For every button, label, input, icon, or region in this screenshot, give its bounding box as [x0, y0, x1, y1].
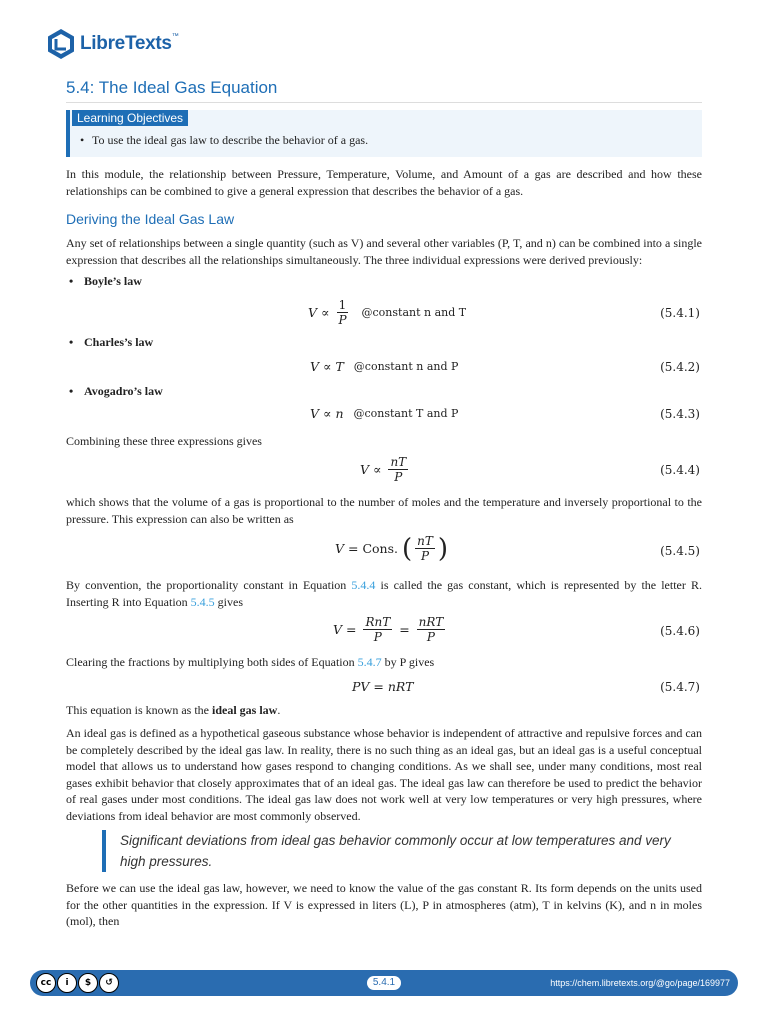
equation-number: (5.4.2): [660, 360, 700, 374]
equation-number: (5.4.7): [660, 680, 700, 694]
paragraph-ideal-gas-definition: An ideal gas is defined as a hypothetical gaseous substance whose behavior is independent of attractive and repulsive forces and can be completely described by the ideal gas law. In reality, there is no such thing as an ideal gas, but an ideal gas is a useful conceptual model that allows us to understand how gases respond to changing conditions. As we shall see, under many conditions, most real gases exhibit behavior that closely approximates that of an ideal gas. The ideal gas law can therefore be used to predict the behavior of real gases under most conditions. The ideal gas law does not work well at very low temperatures or very high pressures, where deviations from ideal behavior are most commonly observed.: [66, 726, 702, 823]
paragraph-combining: Combining these three expressions gives: [66, 434, 262, 448]
learning-objectives-tag: Learning Objectives: [72, 110, 188, 126]
equation-link[interactable]: 5.4.5: [190, 594, 215, 609]
logo-text: LibreTexts™: [80, 33, 179, 54]
list-item-boyle: • Boyle’s law: [84, 274, 142, 289]
sa-icon: ↺: [99, 973, 119, 993]
condition-text: @constant n and P: [353, 360, 459, 373]
equation-number: (5.4.1): [660, 306, 700, 320]
intro-paragraph: In this module, the relationship between Pressure, Temperature, Volume, and Amount of a gas are described and how these relationships can be combined to give a general expression that describes the behavior of a gas.: [66, 167, 702, 198]
condition-text: @constant T and P: [353, 407, 459, 420]
paragraph-ideal-gas-law: This equation is known as the ideal gas law.: [66, 703, 281, 717]
equation-link[interactable]: 5.4.4: [351, 578, 376, 592]
equation-5-4-3: V ∝ n @constant T and P: [310, 406, 459, 421]
list-item-charles: • Charles’s law: [84, 335, 153, 350]
equation-5-4-2: V ∝ T @constant n and P: [310, 359, 459, 374]
page-url-link[interactable]: https://chem.libretexts.org/@go/page/169977: [550, 978, 730, 988]
license-badge[interactable]: [36, 973, 119, 993]
cc-icon: cc: [36, 973, 56, 993]
equation-5-4-6: V = $\frac{\text{RnT}}{P}$ = $\frac{\text{nRT}}{P}$: [333, 615, 444, 644]
equation-5-4-1: V ∝ $\frac{1}{P}$ @constant n and T: [308, 298, 467, 327]
list-item-avogadro: • Avogadro’s law: [84, 384, 163, 399]
paragraph-proportional: which shows that the volume of a gas is proportional to the number of moles and the temperature and inversely proportional to the pressure. This expression can also be written as: [66, 495, 702, 526]
paragraph-relationships: Any set of relationships between a single quantity (such as V) and several other variables (P, T, and n) can be combined into a single expression that describes all the relationships simultaneously. The three individual expressions were derived previously:: [66, 236, 702, 267]
equation-5-4-4: V ∝ $\frac{nT}{P}$: [360, 455, 407, 484]
equation-number: (5.4.3): [660, 407, 700, 421]
paragraph-convention: By convention, the proportionality constant in Equation 5.4.4 is called the gas constant, which is represented by the letter R. Inserting R into Equation 5.4.5 gives: [66, 578, 702, 609]
paragraph-clearing: Clearing the fractions by multiplying both sides of Equation 5.4.7 by P gives: [66, 655, 435, 669]
section-heading: Deriving the Ideal Gas Law: [66, 211, 235, 227]
equation-number: (5.4.6): [660, 624, 700, 638]
page-number: 5.4.1: [367, 976, 401, 990]
equation-number: (5.4.4): [660, 463, 700, 477]
nc-icon: $: [78, 973, 98, 993]
callout-quote: Significant deviations from ideal gas behavior commonly occur at low temperatures and very high pressures.: [102, 830, 680, 872]
paragraph-gas-constant: Before we can use the ideal gas law, however, we need to know the value of the gas constant R. Its form depends on the units used for the other quantities in the expression. If V is expressed in liters (L), P in atmospheres (atm), T in kelvins (K), and n in moles (mol), then: [66, 881, 702, 928]
learning-objectives-box: [66, 110, 702, 157]
libretexts-logo[interactable]: [46, 27, 178, 61]
page-title: 5.4: The Ideal Gas Equation: [66, 78, 702, 103]
by-icon: i: [57, 973, 77, 993]
equation-link[interactable]: 5.4.7: [357, 655, 382, 669]
equation-5-4-7: PV = nRT: [352, 679, 414, 694]
equation-5-4-5: V = Cons. ( $\frac{nT}{P}$ ): [335, 533, 449, 564]
constant-label: Cons.: [362, 541, 398, 556]
learning-objective-item: • To use the ideal gas law to describe the behavior of a gas.: [92, 133, 368, 148]
libretexts-logo-icon: [46, 28, 76, 60]
equation-number: (5.4.5): [660, 544, 700, 558]
condition-text: @constant n and T: [361, 306, 467, 319]
